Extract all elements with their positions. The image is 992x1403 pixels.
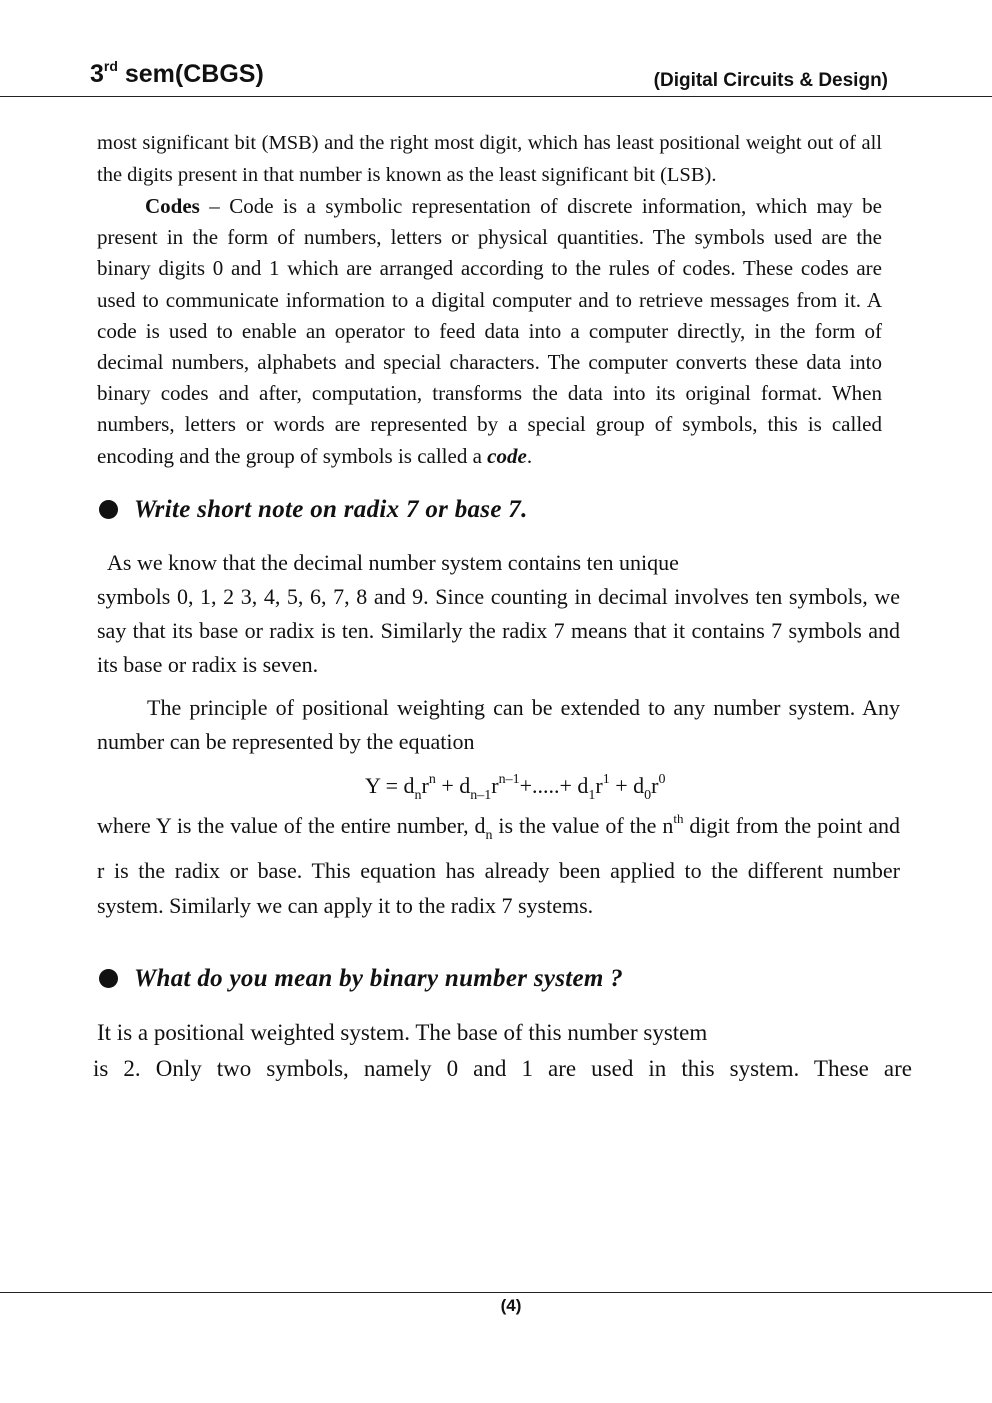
- eq-r: r: [595, 772, 603, 798]
- semester-scheme: sem(CBGS): [117, 60, 264, 88]
- page-header: [0, 0, 992, 97]
- bullet-icon: [99, 969, 118, 988]
- question-radix7: [97, 496, 882, 524]
- eq-d: d: [459, 772, 471, 798]
- eq-r: r: [651, 772, 659, 798]
- eq-sub: 0: [644, 787, 652, 803]
- eq-r: r: [421, 772, 429, 798]
- codes-body: – Code is a symbolic representation of discrete information, which may be present in the form of numbers, letters or physical quantities. The symbols used are the binary digits 0 and 1 which are arranged according to the rules of codes. These codes are used to communicate information to a digital computer and to retrieve messages from it. A code is used to enable an operator to feed data into a computer directly, in the form of decimal numbers, alphabets and special characters. The computer converts these data into binary codes and after, computation, transforms the data into its original format. When numbers, letters or words are represented by a special group of symbols, this is called encoding and the group of symbols is called a: [97, 194, 882, 468]
- question-binary: [97, 965, 882, 993]
- footer-rule: [0, 1292, 992, 1293]
- binary-line-1: It is a positional weighted system. The base of this number system: [97, 1019, 708, 1045]
- codes-paragraph: [97, 191, 882, 472]
- eq-lhs: Y =: [365, 772, 404, 798]
- semester-ordinal: rd: [103, 58, 118, 74]
- eq-sup: 0: [658, 771, 666, 787]
- where-sub: n: [485, 827, 493, 843]
- binary-line-2: is 2. Only two symbols, namely 0 and 1 are used in this system. These are: [93, 1055, 912, 1081]
- where-sup: th: [673, 810, 684, 826]
- eq-sub: 1: [588, 787, 596, 803]
- codes-end: .: [526, 443, 533, 468]
- eq-r: r: [491, 772, 499, 798]
- eq-d: d: [633, 772, 645, 798]
- question-binary-text: What do you mean by binary number system ?: [134, 964, 624, 992]
- principle-paragraph: The principle of positional weighting can be extended to any number system. Any number can be represented by the equation: [97, 694, 900, 754]
- semester-label: [90, 58, 264, 89]
- bullet-icon: [99, 500, 118, 519]
- eq-sup: 1: [602, 771, 610, 787]
- subject-title: (Digital Circuits & Design): [653, 70, 888, 91]
- where-part-1: where Y is the value of the entire number, d: [97, 812, 486, 838]
- header-rule: [0, 96, 992, 97]
- question-radix7-text: Write short note on radix 7 or base 7.: [134, 495, 528, 523]
- radix-line-1: As we know that the decimal number system contains ten unique: [107, 549, 679, 575]
- page-body: [93, 128, 912, 1087]
- radix-rest: symbols 0, 1, 2 3, 4, 5, 6, 7, 8 and 9. Since counting in decimal involves ten symbols, we say that its base or radix is ten. Similarly the radix 7 means that it contains 7 symbols and its base or radix is seven.: [97, 583, 900, 677]
- radix-paragraph: [97, 546, 900, 682]
- eq-ellipsis: +.....+: [519, 772, 578, 798]
- binary-paragraph: [93, 1015, 912, 1087]
- eq-sup: n: [428, 771, 436, 787]
- eq-d: d: [577, 772, 589, 798]
- eq-sub: n–1: [470, 787, 492, 803]
- msb-paragraph: most significant bit (MSB) and the right most digit, which has least positional weight out of all the digits present in that number is known as the least significant bit (LSB).: [97, 132, 882, 186]
- positional-equation: [97, 759, 882, 801]
- where-part-3: digit from the point and r is the radix or base. This equation has already been applied to the different number system. Similarly we can apply it to the radix 7 systems.: [97, 812, 901, 918]
- page-number: (4): [500, 1296, 522, 1315]
- eq-plus: +: [435, 772, 460, 798]
- where-paragraph: [97, 801, 900, 923]
- eq-sub: n: [414, 787, 422, 803]
- eq-plus: +: [609, 772, 634, 798]
- semester-number: 3: [90, 60, 104, 88]
- eq-sup: n–1: [498, 771, 520, 787]
- eq-d: d: [403, 772, 415, 798]
- code-word: code: [487, 443, 527, 468]
- where-part-2: is the value of the n: [492, 812, 674, 838]
- codes-term: Codes: [145, 194, 200, 218]
